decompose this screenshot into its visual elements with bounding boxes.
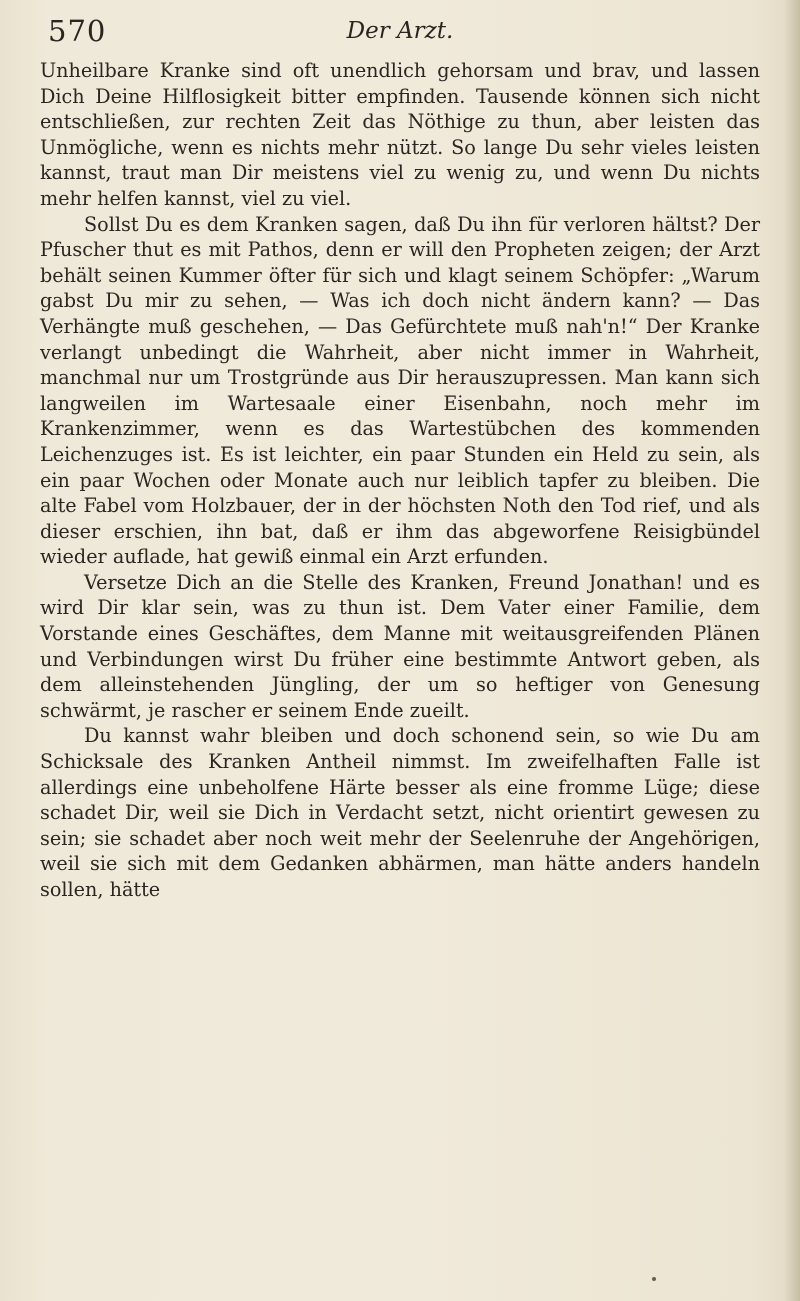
running-head	[0, 14, 800, 54]
running-title: Der Arzt.	[346, 18, 454, 44]
page-number: 570	[48, 14, 107, 48]
paragraph-3: Versetze Dich an die Stelle des Kranken, Freund Jonathan! und es wird Dir klar sein, was zu thun ist. Dem Vater einer Familie, dem Vorstande eines Geschäftes, dem Manne mit weitausgreifenden Plänen und Verbindungen wirst Du früher eine bestimmte Antwort geben, als dem alleinstehenden Jüngling, der um so heftiger von Genesung schwärmt, je rascher er seinem Ende zueilt.	[40, 570, 760, 722]
page-edge-shadow	[784, 0, 800, 1301]
body-text	[40, 58, 760, 903]
paper-speck	[652, 1277, 656, 1281]
paragraph-1: Unheilbare Kranke sind oft unendlich gehorsam und brav, und lassen Dich Deine Hilflosigkeit bitter empfinden. Tausende können sich nicht entschließen, zur rechten Zeit das Nöthige zu thun, aber leisten das Unmögliche, wenn es nichts mehr nützt. So lange Du sehr vieles leisten kannst, traut man Dir meistens viel zu wenig zu, und wenn Du nichts mehr helfen kannst, viel zu viel.	[40, 59, 760, 210]
paragraph-4: Du kannst wahr bleiben und doch schonend sein, so wie Du am Schicksale des Kranken Antheil nimmst. Im zweifelhaften Falle ist allerdings eine unbeholfene Härte besser als eine fromme Lüge; diese schadet Dir, weil sie Dich in Verdacht setzt, nicht orientirt gewesen zu sein; sie schadet aber noch weit mehr der Seelenruhe der Angehörigen, weil sie sich mit dem Gedanken abhärmen, man hätte anders handeln sollen, hätte	[40, 724, 760, 901]
paragraph-2: Sollst Du es dem Kranken sagen, daß Du ihn für verloren hältst? Der Pfuscher thut es mit Pathos, denn er will den Propheten zeigen; der Arzt behält seinen Kummer öfter für sich und klagt seinem Schöpfer: „Warum gabst Du mir zu sehen, — Was ich doch nicht ändern kann? — Das Verhängte muß geschehen, — Das Gefürchtete muß nah'n!“ Der Kranke verlangt unbedingt die Wahrheit, aber nicht immer in Wahrheit, manchmal nur um Trostgründe aus Dir herauszupressen. Man kann sich langweilen im Wartesaale einer Eisenbahn, noch mehr im Krankenzimmer, wenn es das Wartestübchen des kommenden Leichenzuges ist. Es ist leichter, ein paar Stunden ein Held zu sein, als ein paar Wochen oder Monate auch nur leiblich tapfer zu bleiben. Die alte Fabel vom Holzbauer, der in der höchsten Noth den Tod rief, und als dieser erschien, ihn bat, daß er ihm das abgeworfene Reisigbündel wieder auflade, hat gewiß einmal ein Arzt erfunden.	[40, 212, 760, 569]
